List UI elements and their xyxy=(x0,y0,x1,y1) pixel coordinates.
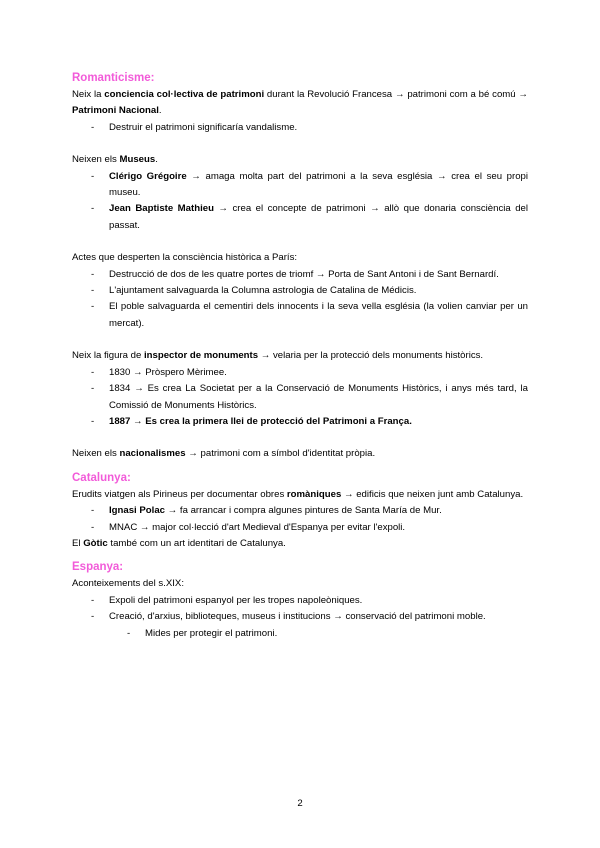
text: El xyxy=(72,537,84,549)
text: Neixen els xyxy=(72,448,120,460)
list-item xyxy=(72,381,528,414)
bullet: - xyxy=(91,121,95,133)
bullet: - xyxy=(91,366,95,378)
paragraph-gotic xyxy=(72,536,528,552)
text: → patrimoni com a símbol d'identitat pròpia. xyxy=(185,448,376,460)
list-item xyxy=(72,365,528,381)
list-item xyxy=(72,503,528,519)
text: 1834 → Es crea La Societat per a la Conservació de Monuments Històrics, i anys més tard, la Comissió de Monuments Històrics. xyxy=(109,383,528,411)
bold-text: 1887 → Es crea la primera llei de protecció del Patrimoni a França. xyxy=(109,415,412,427)
bold-text: romàniques xyxy=(286,488,342,500)
bullet: - xyxy=(91,594,95,606)
list-item xyxy=(72,299,528,332)
bullet: - xyxy=(91,521,95,533)
text: Erudits viatgen als Pirineus per documentar obres xyxy=(72,488,287,500)
text: Neixen els xyxy=(72,154,120,166)
paragraph-actes: Actes que desperten la consciència històrica a París: xyxy=(72,252,298,264)
list-item xyxy=(72,593,528,609)
text: durant la Revolució Francesa → patrimoni com a bé comú → xyxy=(264,89,529,100)
paragraph-inspector xyxy=(72,348,528,364)
list-item xyxy=(72,169,528,202)
text: El poble salvaguarda el cementiri dels innocents i la seva vella església (la volien canviar per un mercat). xyxy=(109,301,528,329)
bold-text: Clérigo Grégoire xyxy=(109,170,187,182)
list-item xyxy=(72,201,528,234)
bold-text: Gòtic xyxy=(83,537,108,549)
page-number: 2 xyxy=(297,798,303,809)
bullet: - xyxy=(91,203,95,215)
text: Destrucció de dos de les quatre portes de triomf → Porta de Sant Antoni i de Sant Bernardí. xyxy=(109,268,499,280)
bold-text: nacionalismes xyxy=(119,448,186,460)
section-heading-catalunya: Catalunya: xyxy=(72,471,131,484)
paragraph-nacionalismes xyxy=(72,446,528,462)
paragraph-aconteixements: Aconteixements del s.XIX: xyxy=(72,578,184,590)
bullet: - xyxy=(91,285,95,297)
text: Creació, d'arxius, biblioteques, museus i institucions → conservació del patrimoni moble. xyxy=(109,611,486,623)
document-page xyxy=(72,70,528,642)
bullet: - xyxy=(91,415,95,427)
bold-text: Museus xyxy=(119,154,156,166)
paragraph-erudits xyxy=(72,487,528,503)
list-item xyxy=(72,414,528,430)
text: . xyxy=(158,105,162,117)
list-item xyxy=(72,120,528,136)
sub-list-item xyxy=(72,626,528,642)
bold-text: inspector de monuments xyxy=(144,350,259,362)
list-item xyxy=(72,283,528,299)
bold-text: conciencia col·lectiva de patrimoni xyxy=(104,89,265,100)
text: → velaria per la protecció dels monuments històrics. xyxy=(258,350,484,362)
list-item xyxy=(72,609,528,625)
text: Neix la figura de xyxy=(72,350,144,362)
text: MNAC → major col·lecció d'art Medieval d'Espanya per evitar l'expoli. xyxy=(109,521,406,533)
bullet: - xyxy=(91,383,95,395)
bullet: - xyxy=(91,301,95,313)
bold-text: Jean Baptiste Mathieu xyxy=(109,203,214,215)
text: → edificis que neixen junt amb Catalunya. xyxy=(341,488,524,500)
text: L'ajuntament salvaguarda la Columna astrologia de Catalina de Médicis. xyxy=(109,285,417,297)
section-heading-espanya: Espanya: xyxy=(72,561,124,574)
bullet: - xyxy=(91,505,95,517)
bullet: - xyxy=(91,268,95,280)
list-item xyxy=(72,520,528,536)
text: Neix la xyxy=(72,89,105,100)
bullet: - xyxy=(127,627,131,639)
text: 1830 → Pròspero Mèrimee. xyxy=(109,366,227,378)
paragraph-museus xyxy=(72,152,528,168)
bold-text: Ignasi Polac xyxy=(109,505,165,517)
text: → fa arrancar i compra algunes pintures de Santa María de Mur. xyxy=(164,505,442,517)
text: Expoli del patrimoni espanyol per les tropes napoleòniques. xyxy=(109,594,363,606)
text: → amaga molta part del patrimoni a la seva església → crea el seu propi museu. xyxy=(109,170,529,199)
bullet: - xyxy=(91,170,95,182)
section-heading-romanticisme: Romanticisme: xyxy=(72,72,155,84)
list-item xyxy=(72,267,528,283)
bold-text: Patrimoni Nacional xyxy=(72,105,159,117)
text: Mides per protegir el patrimoni. xyxy=(145,627,278,639)
text: . xyxy=(155,154,158,166)
bullet: - xyxy=(91,611,95,623)
text: també com un art identitari de Catalunya. xyxy=(107,537,286,549)
paragraph-conciencia xyxy=(72,87,528,120)
text: Destruir el patrimoni significaría vandalisme. xyxy=(109,121,298,133)
text: → crea el concepte de patrimoni → allò que donaria consciència del passat. xyxy=(109,203,528,231)
